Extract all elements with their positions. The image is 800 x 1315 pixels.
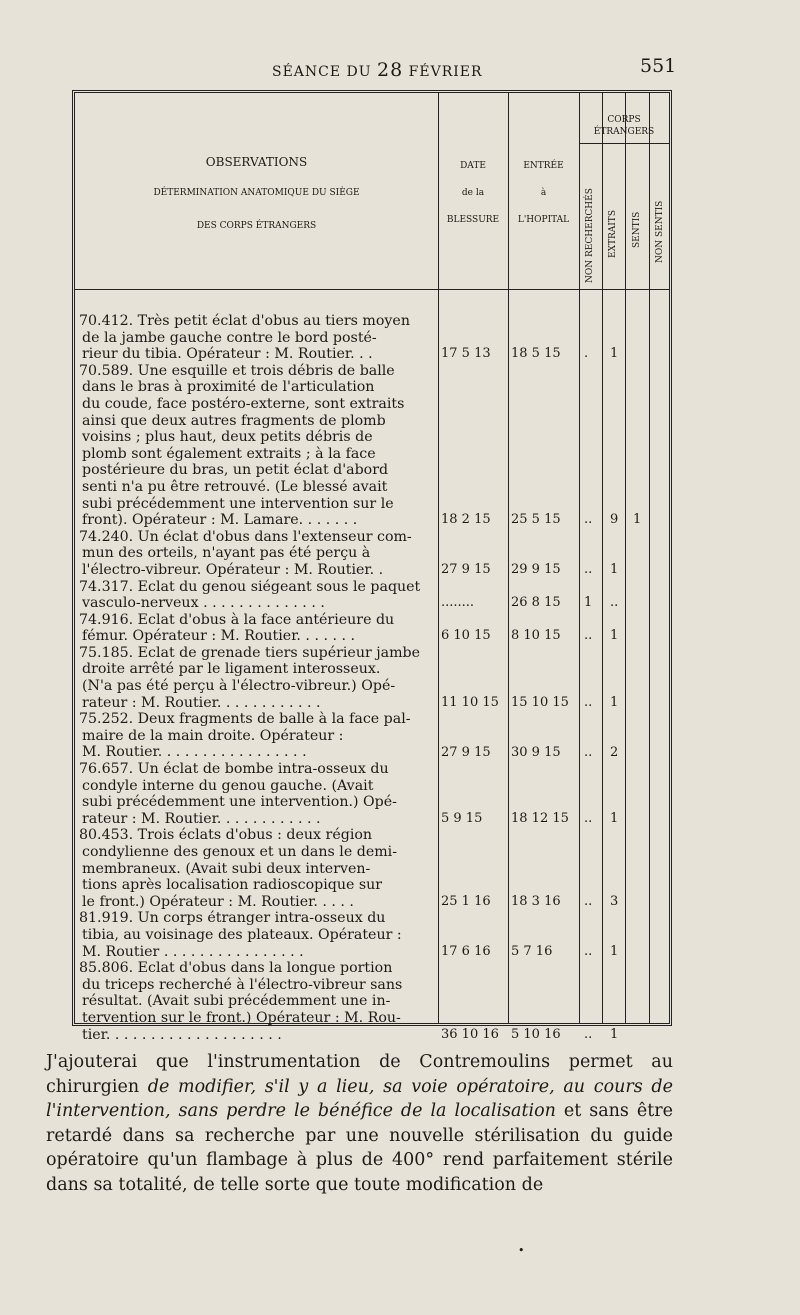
- date-cell: ........: [441, 595, 475, 611]
- entree-cell: 15 10 15: [511, 694, 569, 710]
- observation-line: front). Opérateur : M. Lamare. . . . . . .: [82, 512, 358, 529]
- observation-entry: [79, 529, 439, 579]
- observation-line: résultat. (Avait subi précédemment une in-: [82, 993, 391, 1010]
- date-cell: 6 10 15: [441, 628, 491, 644]
- header-non-recherches: NON RECHERCHÉS: [585, 188, 595, 283]
- observation-line: tions après localisation radioscopique sur: [82, 877, 383, 894]
- non-recherches-cell: ..: [584, 694, 593, 710]
- date-cell: 27 9 15: [441, 744, 491, 760]
- extraits-cell: 1: [610, 811, 619, 826]
- date-cell: 5 9 15: [441, 811, 483, 826]
- header-entree-1: ENTRÉE: [523, 161, 564, 171]
- entree-cell: 25 5 15: [511, 512, 561, 528]
- observation-entry: [79, 827, 439, 910]
- col-divider-entree: [579, 93, 580, 1023]
- observation-line: 74.240. Un éclat d'obus dans l'extenseur com-: [79, 528, 412, 545]
- entree-cell: 8 10 15: [511, 628, 561, 644]
- observation-line: l'électro-vibreur. Opérateur : M. Routier. .: [82, 561, 384, 578]
- observation-line: maire de la main droite. Opérateur :: [82, 727, 344, 744]
- date-cell: 18 2 15: [441, 512, 491, 528]
- paragraph-text-2: et sans être retardé dans sa recherche par une nouvelle stérilisation du guide opératoire qu'un flambage à plus de 400° rend parfaitement stérile dans sa totalité, de telle sorte que toute modification de: [46, 1101, 673, 1195]
- observation-line: de la jambe gauche contre le bord posté-: [82, 329, 377, 346]
- observation-line: M. Routier . . . . . . . . . . . . . . . .: [82, 943, 304, 960]
- observation-line: tibia, au voisinage des plateaux. Opérateur :: [82, 926, 402, 943]
- observation-line: rieur du tibia. Opérateur : M. Routier. . .: [82, 346, 373, 363]
- header-entree-3: L'HOPITAL: [517, 215, 570, 225]
- header-sentis: SENTIS: [632, 211, 642, 248]
- entree-cell: 5 7 16: [511, 943, 553, 959]
- page-number: 551: [640, 55, 677, 77]
- entree-cell: 18 3 16: [511, 894, 561, 909]
- observation-line: fémur. Opérateur : M. Routier. . . . . . .: [82, 628, 356, 645]
- entree-cell: 18 12 15: [511, 811, 569, 826]
- observation-line: du coude, face postéro-externe, sont extraits: [82, 395, 405, 412]
- observation-line: 74.916. Eclat d'obus à la face antérieure du: [79, 611, 395, 628]
- extraits-cell: ..: [610, 595, 619, 611]
- observation-line: subi précédemment une intervention sur le: [82, 495, 394, 512]
- observation-entry: [79, 612, 439, 645]
- observation-entry: [79, 711, 439, 761]
- observations-list: [79, 313, 439, 1043]
- header-date-2: de la: [461, 188, 485, 198]
- header-sub2: DES CORPS ÉTRANGERS: [196, 221, 317, 231]
- non-recherches-cell: ..: [584, 1026, 593, 1042]
- col-divider-ext: [625, 93, 626, 1023]
- observation-line: subi précédemment une intervention.) Opé-: [82, 794, 397, 811]
- col-divider-date: [508, 93, 509, 1023]
- date-cell: 27 9 15: [441, 562, 491, 577]
- observation-line: rateur : M. Routier. . . . . . . . . . . .: [82, 694, 321, 711]
- date-cell: 36 10 16: [441, 1026, 499, 1042]
- observation-line: M. Routier. . . . . . . . . . . . . . . . .: [82, 744, 307, 761]
- entree-cell: 26 8 15: [511, 595, 561, 611]
- observation-line: rateur : M. Routier. . . . . . . . . . . .: [82, 810, 321, 827]
- sentis-cell: 1: [633, 512, 642, 528]
- header-sub1: DÉTERMINATION ANATOMIQUE DU SIÈGE: [153, 188, 360, 198]
- observation-line: le front.) Opérateur : M. Routier. . . . .: [82, 893, 354, 910]
- paragraph-italic: de modifier, s'il y a lieu, sa voie opératoire, au cours de l'intervention, sans perdre le bénéfice de la localisation: [46, 1076, 673, 1121]
- observation-line: tier. . . . . . . . . . . . . . . . . . . .: [82, 1026, 282, 1043]
- running-head: [272, 59, 483, 81]
- header-extraits: EXTRAITS: [608, 210, 618, 258]
- observation-entry: [79, 960, 439, 1043]
- observation-line: 75.185. Eclat de grenade tiers supérieur jambe: [79, 644, 421, 661]
- observations-table: [72, 90, 672, 1043]
- observation-line: 81.919. Un corps étranger intra-osseux du: [79, 910, 386, 927]
- non-recherches-cell: ..: [584, 811, 593, 826]
- non-recherches-cell: .: [584, 346, 589, 362]
- observation-line: condylienne des genoux et un dans le demi-: [82, 844, 398, 860]
- observation-line: 70.589. Une esquille et trois débris de balle: [79, 362, 395, 379]
- observation-entry: [79, 313, 439, 363]
- observation-entry: [79, 645, 439, 711]
- observation-line: senti n'a pu être retrouvé. (Le blessé avait: [82, 478, 388, 495]
- observation-line: dans le bras à proximité de l'articulation: [82, 379, 375, 396]
- observation-line: voisins ; plus haut, deux petits débris de: [82, 429, 373, 446]
- observation-line: postérieure du bras, un petit éclat d'abord: [82, 462, 389, 479]
- header-rule: [75, 289, 669, 290]
- observation-line: (N'a pas été perçu à l'électro-vibreur.) Opé-: [82, 678, 396, 695]
- observation-line: du triceps recherché à l'électro-vibreur sans: [82, 976, 403, 993]
- non-recherches-cell: ..: [584, 744, 593, 760]
- observation-line: 74.317. Eclat du genou siégeant sous le paquet: [79, 578, 421, 595]
- running-head-day: 28: [377, 59, 404, 81]
- non-recherches-cell: 1: [584, 595, 593, 611]
- non-recherches-cell: ..: [584, 943, 593, 959]
- observation-entry: [79, 363, 439, 529]
- observation-line: condyle interne du genou gauche. (Avait: [82, 777, 374, 794]
- running-header: [0, 55, 800, 85]
- paragraph-text-1: J'ajouterai que l'instrumentation de Contremoulins permet au chirurgien: [46, 1052, 673, 1097]
- observation-entry: [79, 761, 439, 827]
- non-recherches-cell: ..: [584, 512, 593, 528]
- col-divider-sen: [649, 93, 650, 1023]
- observation-line: droite arrêté par le ligament interosseux.: [82, 661, 381, 678]
- observation-line: 80.453. Trois éclats d'obus : deux région: [79, 827, 373, 844]
- extraits-cell: 2: [610, 744, 619, 760]
- observation-line: 76.657. Un éclat de bombe intra-osseux du: [79, 761, 389, 778]
- non-recherches-cell: ..: [584, 562, 593, 577]
- date-cell: 25 1 16: [441, 894, 491, 909]
- observation-line: 75.252. Deux fragments de balle à la face pal-: [79, 711, 411, 728]
- body-paragraph: [46, 1050, 673, 1197]
- date-cell: 17 6 16: [441, 943, 491, 959]
- running-head-prefix: SÉANCE DU: [272, 64, 378, 80]
- entree-cell: 18 5 15: [511, 346, 561, 362]
- header-observations: OBSERVATIONS: [205, 155, 308, 169]
- header-date-3: BLESSURE: [446, 215, 500, 225]
- observation-line: 85.806. Eclat d'obus dans la longue portion: [79, 960, 393, 977]
- observation-entry: [79, 910, 439, 960]
- extraits-cell: 1: [610, 943, 619, 959]
- observation-line: vasculo-nerveux . . . . . . . . . . . . . .: [82, 595, 325, 612]
- observation-line: membraneux. (Avait subi deux interven-: [82, 860, 371, 877]
- header-non-sentis: NON SENTIS: [655, 200, 665, 263]
- observation-line: tervention sur le front.) Opérateur : M. Rou-: [82, 1009, 401, 1026]
- header-entree-2: à: [540, 188, 547, 198]
- entree-cell: 29 9 15: [511, 562, 561, 577]
- entree-cell: 30 9 15: [511, 744, 561, 760]
- entree-cell: 5 10 16: [511, 1026, 561, 1042]
- header-corps-1: CORPS: [607, 115, 641, 125]
- observation-line: mun des orteils, n'ayant pas été perçu à: [82, 545, 371, 562]
- header-corps-2: ÉTRANGERS: [593, 127, 655, 137]
- extraits-cell: 1: [610, 346, 619, 362]
- extraits-cell: 1: [610, 694, 619, 710]
- non-recherches-cell: ..: [584, 894, 593, 909]
- page-mark: •: [518, 1244, 525, 1257]
- running-head-month: FÉVRIER: [403, 64, 483, 80]
- extraits-cell: 9: [610, 512, 619, 528]
- observation-line: ainsi que deux autres fragments de plomb: [82, 412, 386, 429]
- observation-line: plomb sont également extraits ; à la face: [82, 445, 376, 462]
- extraits-cell: 1: [610, 628, 619, 644]
- extraits-cell: 1: [610, 562, 619, 577]
- extraits-cell: 1: [610, 1026, 619, 1042]
- col-divider-nr: [602, 93, 603, 1023]
- non-recherches-cell: ..: [584, 628, 593, 644]
- extraits-cell: 3: [610, 894, 619, 909]
- date-cell: 11 10 15: [441, 694, 499, 710]
- observation-line: 70.412. Très petit éclat d'obus au tiers moyen: [79, 313, 410, 329]
- header-date-1: DATE: [460, 161, 486, 171]
- observation-entry: [79, 579, 439, 612]
- corps-rule: [579, 143, 669, 144]
- date-cell: 17 5 13: [441, 346, 491, 362]
